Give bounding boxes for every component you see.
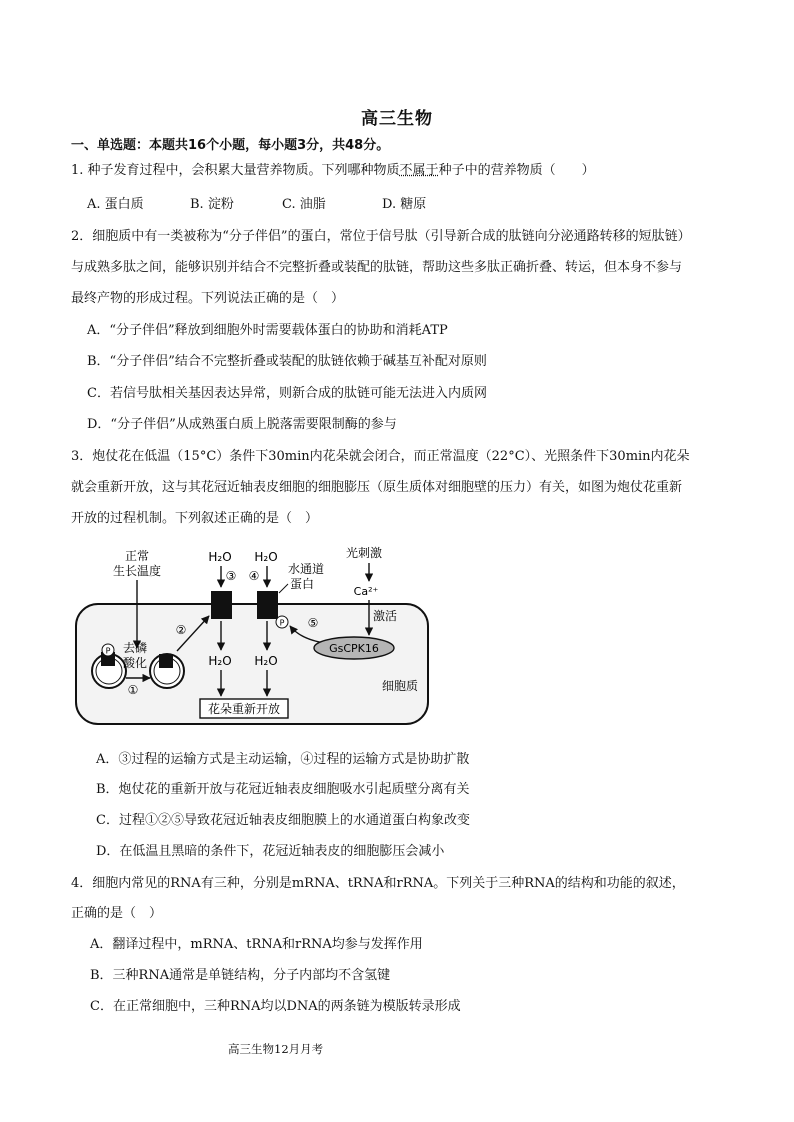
q2-option-b: B．“分子伴侣”结合不完整折叠或装配的肽链依赖于碱基互补配对原则 bbox=[87, 354, 487, 369]
q3-option-d: D．在低温且黑暗的条件下，花冠近轴表皮的细胞膨压会减小 bbox=[96, 844, 445, 859]
channel-label-leader bbox=[279, 584, 288, 593]
q4-stem-line-1: 4．细胞内常见的RNA有三种，分别是mRNA、tRNA和rRNA。下列关于三种RNA的结构和功能的叙述， bbox=[71, 876, 685, 891]
q1-stem-part-a: 1. 种子发育过程中，会积累大量营养物质。下列哪种物质 bbox=[71, 163, 400, 178]
q2-stem-line-1: 2．细胞质中有一类被称为“分子伴侣”的蛋白，常位于信号肽（引导新合成的肽链向分泌通路转移的短肽链） bbox=[71, 229, 691, 244]
q2-option-a: A．“分子伴侣”释放到细胞外时需要载体蛋白的协助和消耗ATP bbox=[87, 323, 448, 338]
label-light: 光刺激 bbox=[345, 546, 383, 560]
label-cytoplasm: 细胞质 bbox=[381, 679, 419, 693]
water-channel-3 bbox=[211, 591, 232, 619]
q3-option-b: B．炮仗花的重新开放与花冠近轴表皮细胞吸水引起质壁分离有关 bbox=[96, 782, 470, 797]
h2o-top-3: H₂O bbox=[208, 550, 232, 564]
q2-option-d: D．“分子伴侣”从成熟蛋白质上脱落需要限制酶的参与 bbox=[87, 417, 397, 432]
q1-option-b: B. 淀粉 bbox=[190, 197, 234, 212]
label-calcium: Ca²⁺ bbox=[353, 585, 379, 598]
q1-option-d: D. 糖原 bbox=[382, 197, 427, 212]
q3-stem-line-3: 开放的过程机制。下列叙述正确的是（ ） bbox=[71, 511, 319, 526]
phosphate-channel-label: P bbox=[279, 618, 285, 628]
q1-option-a: A. 蛋白质 bbox=[87, 197, 144, 212]
label-dephos-2: 酸化 bbox=[122, 656, 148, 670]
label-step-3: ③ bbox=[225, 569, 237, 583]
reopen-label: 花朵重新开放 bbox=[207, 702, 281, 716]
label-dephos-1: 去磷 bbox=[122, 641, 148, 655]
q2-stem-line-2: 与成熟多肽之间，能够识别并结合不完整折叠或装配的肽链，帮助这些多肽正确折叠、转运，但本身不参与 bbox=[71, 260, 683, 275]
label-step-1: ① bbox=[127, 683, 139, 697]
page-title: 高三生物 bbox=[361, 109, 433, 129]
label-channel-1: 水通道 bbox=[287, 562, 325, 576]
label-step-5: ⑤ bbox=[307, 616, 319, 630]
q1-stem-part-b: 种子中的营养物质（ ） bbox=[438, 163, 595, 178]
label-step-2: ② bbox=[175, 623, 187, 637]
q1-stem-emphasis: 不属于 bbox=[399, 163, 439, 178]
q3-option-c: C．过程①②⑤导致花冠近轴表皮细胞膜上的水通道蛋白构象改变 bbox=[96, 813, 470, 828]
h2o-bottom-4: H₂O bbox=[254, 654, 278, 668]
q4-option-c: C．在正常细胞中，三种RNA均以DNA的两条链为模版转录形成 bbox=[90, 999, 461, 1014]
h2o-bottom-3: H₂O bbox=[208, 654, 232, 668]
q4-option-b: B．三种RNA通常是单链结构，分子内部均不含氢键 bbox=[90, 968, 391, 983]
q2-option-c: C．若信号肽相关基因表达异常，则新合成的肽链可能无法进入内质网 bbox=[87, 386, 487, 401]
kinase-label: GsCPK16 bbox=[329, 642, 379, 655]
phosphate-left-label: P bbox=[105, 646, 111, 656]
page-footer: 高三生物12月月考 bbox=[228, 1042, 324, 1056]
q2-stem-line-3: 最终产物的形成过程。下列说法正确的是（ ） bbox=[71, 291, 345, 306]
q1-option-c: C. 油脂 bbox=[282, 197, 326, 212]
h2o-top-4: H₂O bbox=[254, 550, 278, 564]
q3-option-a: A．③过程的运输方式是主动运输，④过程的运输方式是协助扩散 bbox=[96, 752, 470, 767]
q4-stem-line-2: 正确的是（ ） bbox=[71, 906, 163, 921]
label-channel-2: 蛋白 bbox=[289, 577, 315, 591]
label-growth-temp: 生长温度 bbox=[112, 564, 162, 578]
vesicle-right-protein bbox=[159, 654, 173, 668]
label-step-4: ④ bbox=[248, 569, 260, 583]
q3-stem-line-2: 就会重新开放，这与其花冠近轴表皮细胞的细胞膨压（原生质体对细胞壁的压力）有关，如图为炮仗花重新 bbox=[71, 480, 683, 495]
q3-stem-line-1: 3．炮仗花在低温（15°C）条件下30min内花朵就会闭合，而正常温度（22°C）、光照条件下30min内花朵 bbox=[71, 449, 690, 464]
q4-option-a: A．翻译过程中，mRNA、tRNA和rRNA均参与发挥作用 bbox=[90, 937, 423, 952]
label-normal: 正常 bbox=[124, 549, 150, 563]
label-activate: 激活 bbox=[372, 609, 398, 623]
section-heading: 一、单选题：本题共16个小题，每小题3分，共48分。 bbox=[71, 138, 390, 153]
water-channel-4 bbox=[257, 591, 278, 619]
